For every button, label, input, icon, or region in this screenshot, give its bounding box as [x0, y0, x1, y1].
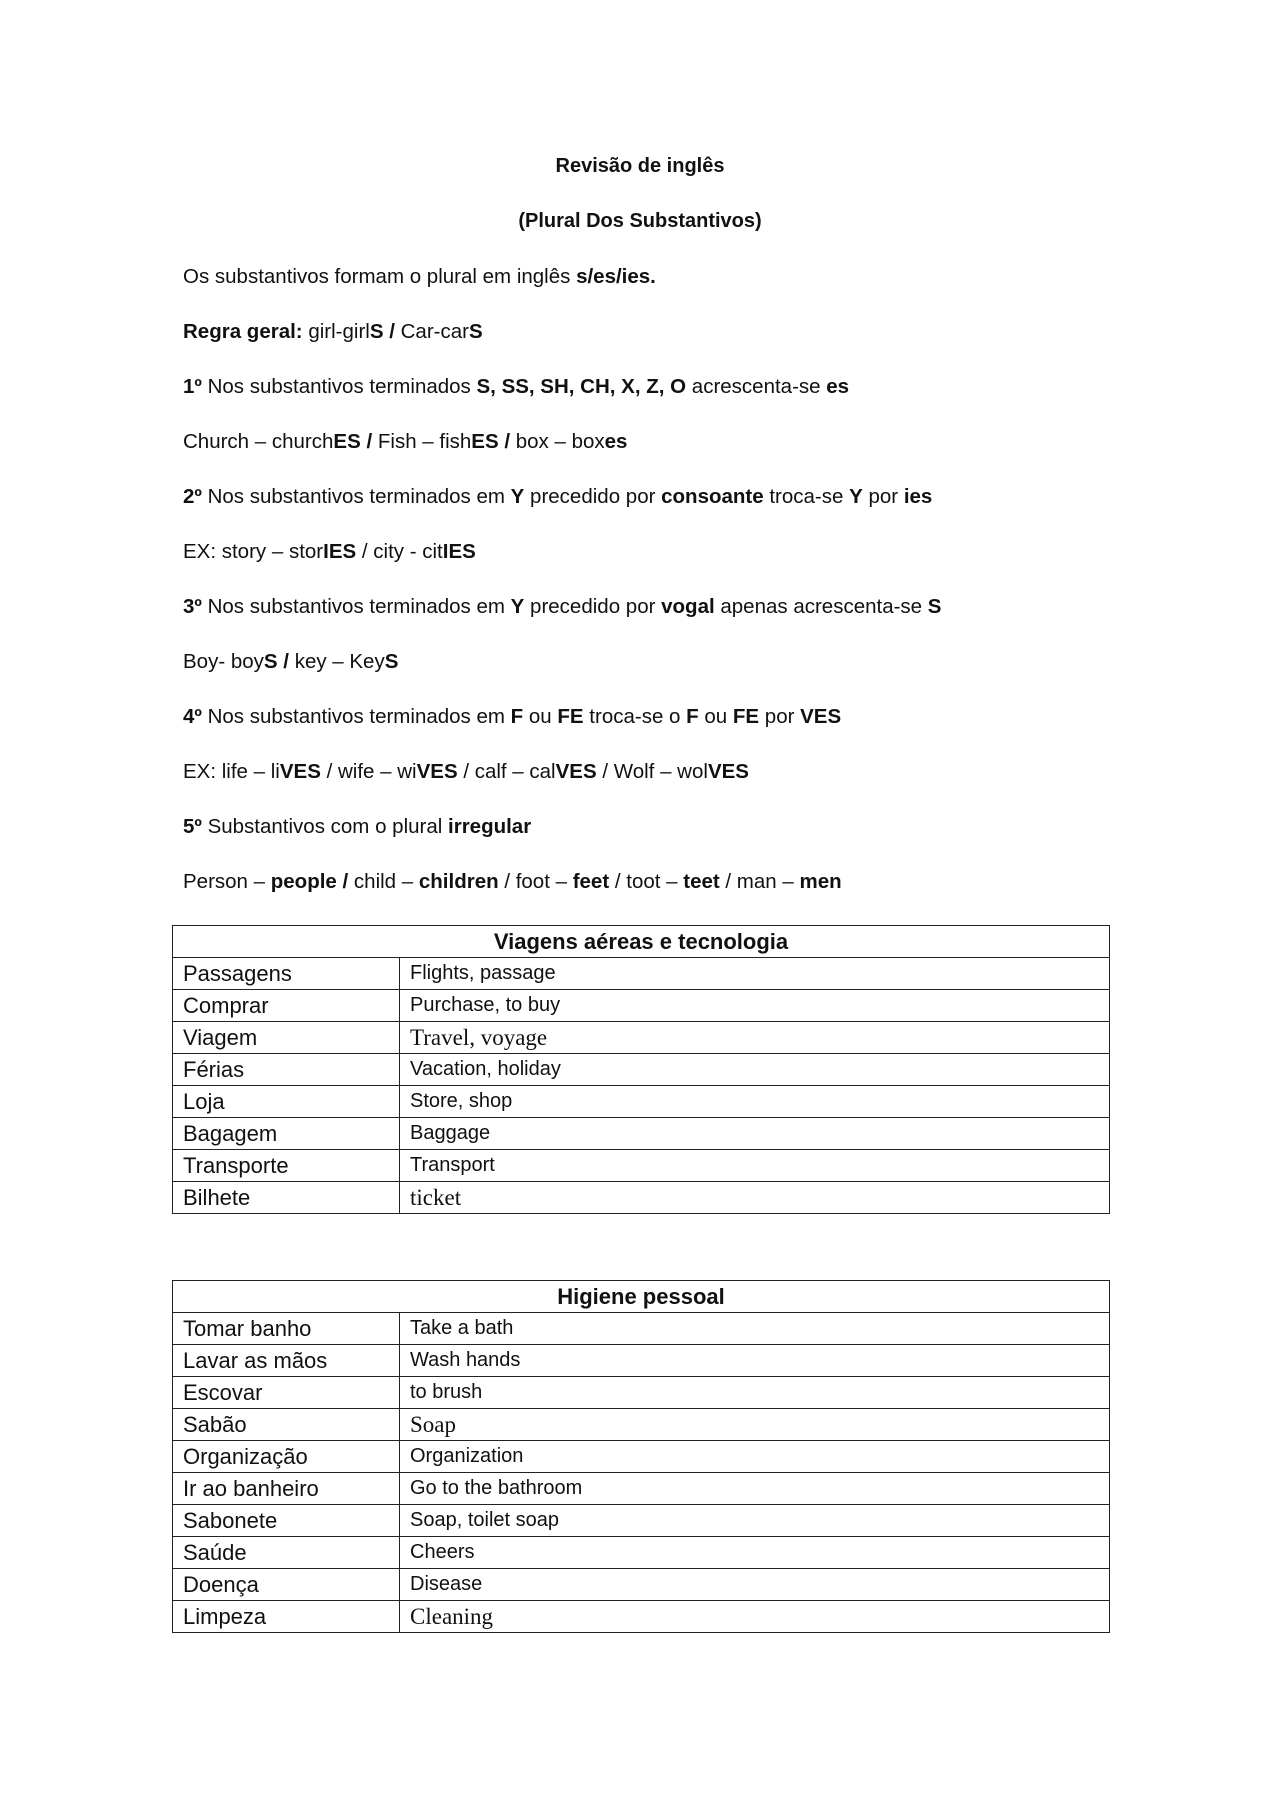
hygiene-vocabulary-table	[172, 1280, 1110, 1633]
example-suffix: VES	[707, 760, 749, 783]
example-text: box – box	[515, 430, 605, 453]
rule-3-line	[183, 595, 1183, 619]
english-cell: Store, shop	[400, 1086, 1110, 1118]
example-text: Boy- boy	[183, 650, 264, 673]
table-row	[173, 1150, 1110, 1182]
example-suffix: IES	[323, 540, 357, 563]
example-text: / toot –	[609, 870, 684, 893]
portuguese-cell: Limpeza	[173, 1601, 400, 1633]
table-row	[173, 1345, 1110, 1377]
page-title: Revisão de inglês	[555, 155, 725, 177]
example-text: EX: story – stor	[183, 540, 324, 563]
rule-5-examples	[183, 870, 1183, 894]
example-text: / wife – wi	[320, 760, 417, 783]
portuguese-cell: Loja	[173, 1086, 400, 1118]
portuguese-cell: Saúde	[173, 1537, 400, 1569]
separator: /	[360, 430, 378, 453]
table-row	[173, 1054, 1110, 1086]
rule-suffix: es	[826, 375, 850, 398]
table-row	[173, 990, 1110, 1022]
rule-2-line	[183, 485, 1183, 509]
portuguese-cell: Doença	[173, 1569, 400, 1601]
separator: /	[498, 430, 516, 453]
portuguese-cell: Férias	[173, 1054, 400, 1086]
table-header: Higiene pessoal	[173, 1281, 1110, 1313]
english-cell: to brush	[400, 1377, 1110, 1409]
example-suffix: S	[384, 650, 399, 673]
rule-text: Nos substantivos terminados em	[201, 485, 511, 508]
rule-suffix: ies	[903, 485, 933, 508]
rule-endings: S, SS, SH, CH, X, Z, O	[476, 375, 687, 398]
english-cell: Disease	[400, 1569, 1110, 1601]
example-text: Fish – fish	[377, 430, 472, 453]
rule-keyword: consoante	[661, 485, 764, 508]
example-text: Person –	[183, 870, 271, 893]
intro-text: Os substantivos formam o plural em inglês	[183, 265, 577, 288]
example-text: / foot –	[498, 870, 573, 893]
rule-number: 5º	[183, 815, 202, 838]
table-row	[173, 1118, 1110, 1150]
separator: /	[277, 650, 295, 673]
english-cell: Organization	[400, 1441, 1110, 1473]
intro-endings: s/es/ies.	[576, 265, 656, 288]
rule-letter: F	[686, 705, 699, 728]
example-text: girl-girl	[302, 320, 370, 343]
table-row	[173, 1182, 1110, 1214]
page-subtitle: (Plural Dos Substantivos)	[518, 210, 762, 232]
general-rule-label: Regra geral:	[183, 320, 303, 343]
rule-text: troca-se	[763, 485, 850, 508]
rule-1-examples	[183, 430, 1183, 454]
rule-text: precedido por	[524, 595, 662, 618]
rule-number: 2º	[183, 485, 202, 508]
rule-letter: Y	[510, 485, 525, 508]
rule-number: 1º	[183, 375, 202, 398]
english-cell: Baggage	[400, 1118, 1110, 1150]
english-cell: Travel, voyage	[400, 1022, 1110, 1054]
english-cell: Soap	[400, 1409, 1110, 1441]
portuguese-cell: Ir ao banheiro	[173, 1473, 400, 1505]
rule-text: por	[862, 485, 904, 508]
example-text: / man –	[719, 870, 800, 893]
table-row	[173, 1022, 1110, 1054]
portuguese-cell: Comprar	[173, 990, 400, 1022]
english-cell: Vacation, holiday	[400, 1054, 1110, 1086]
example-suffix: ES	[333, 430, 361, 453]
example-suffix: IES	[442, 540, 476, 563]
portuguese-cell: Organização	[173, 1441, 400, 1473]
example-text: / calf – cal	[457, 760, 556, 783]
example-suffix: S	[263, 650, 278, 673]
english-cell: Go to the bathroom	[400, 1473, 1110, 1505]
example-suffix: S	[468, 320, 483, 343]
rule-keyword: irregular	[448, 815, 532, 838]
rule-text: ou	[698, 705, 733, 728]
table-row	[173, 1377, 1110, 1409]
example-suffix: VES	[279, 760, 321, 783]
example-plural: people /	[270, 870, 349, 893]
example-text: / city - cit	[356, 540, 443, 563]
separator: /	[383, 320, 401, 343]
portuguese-cell: Sabão	[173, 1409, 400, 1441]
english-cell: Soap, toilet soap	[400, 1505, 1110, 1537]
general-rule-line	[183, 320, 1183, 344]
portuguese-cell: Viagem	[173, 1022, 400, 1054]
english-cell: Cheers	[400, 1537, 1110, 1569]
rule-letter: FE	[732, 705, 760, 728]
portuguese-cell: Tomar banho	[173, 1313, 400, 1345]
english-cell: Cleaning	[400, 1601, 1110, 1633]
english-cell: Flights, passage	[400, 958, 1110, 990]
rule-4-examples	[183, 760, 1183, 784]
portuguese-cell: Bagagem	[173, 1118, 400, 1150]
example-plural: feet	[572, 870, 610, 893]
rule-text: apenas acrescenta-se	[714, 595, 928, 618]
example-suffix: VES	[555, 760, 597, 783]
table-row	[173, 958, 1110, 990]
example-text: key – Key	[294, 650, 385, 673]
example-text: Car-car	[400, 320, 469, 343]
rule-text: troca-se o	[583, 705, 687, 728]
rule-4-line	[183, 705, 1183, 729]
rule-letter: F	[510, 705, 524, 728]
example-text: EX: life – li	[183, 760, 280, 783]
portuguese-cell: Sabonete	[173, 1505, 400, 1537]
example-plural: children	[418, 870, 499, 893]
rule-1-line	[183, 375, 1183, 399]
example-suffix: ES	[471, 430, 499, 453]
example-text: child –	[348, 870, 419, 893]
table-row	[173, 1569, 1110, 1601]
rule-text: Nos substantivos terminados	[201, 375, 477, 398]
rule-number: 3º	[183, 595, 202, 618]
portuguese-cell: Transporte	[173, 1150, 400, 1182]
rule-text: acrescenta-se	[686, 375, 827, 398]
table-header-row	[173, 1281, 1110, 1313]
rule-text: por	[759, 705, 801, 728]
table-row	[173, 1313, 1110, 1345]
rule-3-examples	[183, 650, 1183, 674]
table-row	[173, 1505, 1110, 1537]
example-text: / Wolf – wol	[596, 760, 708, 783]
rule-letter: Y	[510, 595, 525, 618]
rule-text: Substantivos com o plural	[201, 815, 449, 838]
travel-vocabulary-table	[172, 925, 1110, 1214]
rule-letter: Y	[849, 485, 863, 508]
rule-keyword: vogal	[661, 595, 715, 618]
portuguese-cell: Escovar	[173, 1377, 400, 1409]
rule-suffix: VES	[800, 705, 842, 728]
example-plural: teet	[683, 870, 720, 893]
intro-line	[183, 265, 1183, 289]
example-suffix: S	[369, 320, 384, 343]
table-row	[173, 1601, 1110, 1633]
table-row	[173, 1537, 1110, 1569]
example-suffix: VES	[416, 760, 458, 783]
rule-text: Nos substantivos terminados em	[201, 705, 511, 728]
table-row	[173, 1441, 1110, 1473]
table-row	[173, 1086, 1110, 1118]
english-cell: Wash hands	[400, 1345, 1110, 1377]
example-plural: men	[799, 870, 842, 893]
portuguese-cell: Bilhete	[173, 1182, 400, 1214]
rule-letter: FE	[557, 705, 584, 728]
example-text: Church – church	[183, 430, 334, 453]
example-suffix: es	[604, 430, 628, 453]
portuguese-cell: Passagens	[173, 958, 400, 990]
rule-text: precedido por	[524, 485, 662, 508]
english-cell: Purchase, to buy	[400, 990, 1110, 1022]
table-row	[173, 1473, 1110, 1505]
rule-5-line	[183, 815, 1183, 839]
rule-suffix: S	[927, 595, 942, 618]
rule-text: Nos substantivos terminados em	[201, 595, 511, 618]
portuguese-cell: Lavar as mãos	[173, 1345, 400, 1377]
table-row	[173, 1409, 1110, 1441]
english-cell: Transport	[400, 1150, 1110, 1182]
rule-number: 4º	[183, 705, 202, 728]
rule-2-examples	[183, 540, 1183, 564]
table-header-row	[173, 926, 1110, 958]
rule-text: ou	[523, 705, 558, 728]
table-header: Viagens aéreas e tecnologia	[173, 926, 1110, 958]
english-cell: Take a bath	[400, 1313, 1110, 1345]
english-cell: ticket	[400, 1182, 1110, 1214]
